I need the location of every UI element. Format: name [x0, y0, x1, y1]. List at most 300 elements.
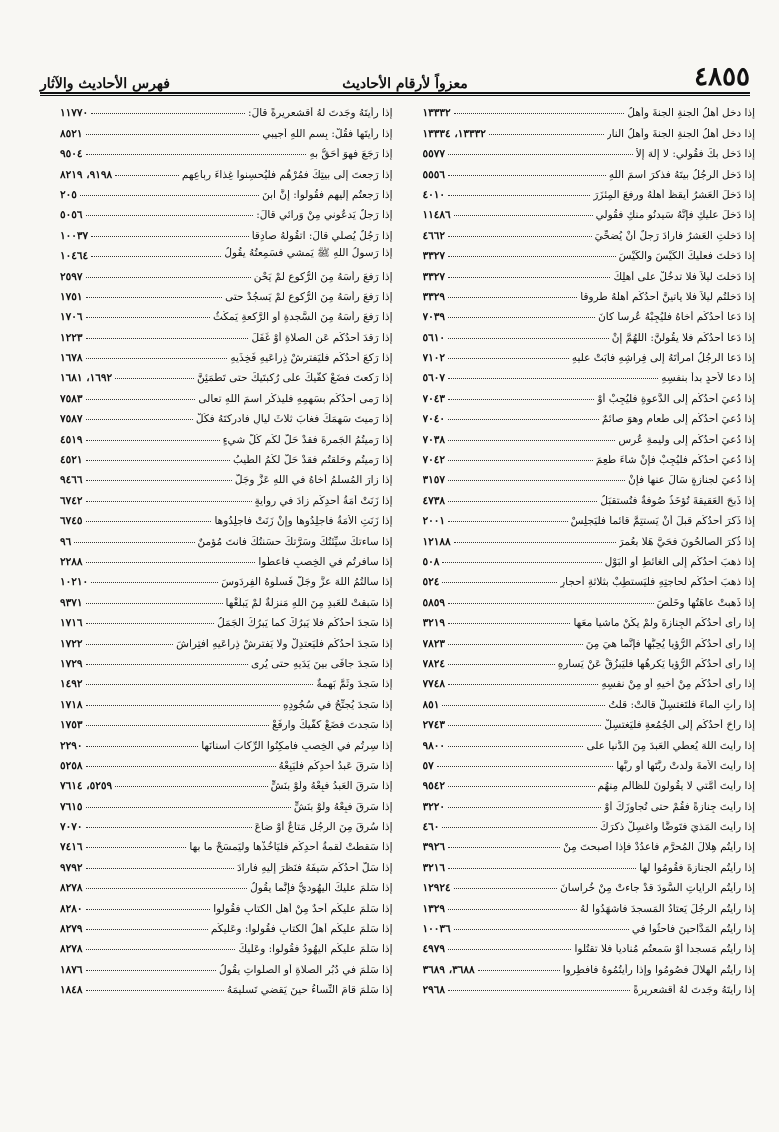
- entry-text: إذا سَلَّ أحدُكُم سَيفَهُ فنَظرَ إليهِ فأرادَ: [237, 861, 393, 874]
- book-index-title: فهرس الأحاديث والآثار: [40, 76, 170, 92]
- entry-text: إذا رَجلٌ يَدعُوني مِنْ وَرائي قالَ:: [256, 209, 393, 222]
- hadith-number: ٢٩٦٨: [422, 984, 446, 997]
- leader-dots: [448, 357, 569, 359]
- leader-dots: [448, 255, 616, 257]
- leader-dots: [115, 174, 179, 176]
- entry-text: إذا سَجدَ جافَى بينَ يَدَيهِ حتى يُرى: [251, 657, 393, 670]
- index-entry: [60, 303, 393, 323]
- index-entry: [423, 935, 756, 955]
- entry-text: إذا رَفعَ رأسَهُ مِنَ الرُّكوعِ لمْ يَسجُدْ حتى: [225, 290, 393, 303]
- entry-text: إذا زارَ المُسلمُ أخاهُ في اللهِ عَزَّ وجَلَّ: [234, 474, 393, 487]
- entry-text: إذا دَخل بكَ فقُولي: لا إلهَ إلاَّ: [635, 148, 755, 161]
- hadith-number: ٧٥٨٧: [60, 413, 83, 426]
- leader-dots: [86, 602, 223, 604]
- leader-dots: [86, 663, 248, 665]
- index-entry: [60, 976, 393, 996]
- index-entry: [60, 752, 393, 772]
- leader-dots: [448, 745, 583, 747]
- index-entry: [60, 527, 393, 547]
- index-entry: [423, 853, 756, 873]
- leader-dots: [442, 561, 601, 563]
- leader-dots: [86, 316, 210, 318]
- leader-dots: [448, 724, 601, 726]
- hadith-number: ٥٥٧٧: [422, 148, 446, 161]
- index-entry: [60, 283, 393, 303]
- leader-dots: [86, 867, 234, 869]
- leader-dots: [448, 785, 594, 787]
- index-entry: [60, 221, 393, 241]
- index-entry: [423, 650, 756, 670]
- index-entry: [423, 874, 756, 894]
- entry-text: إذا دَخلَ عليكِ فإنَّهُ سَيدنُو منكِ فقُولي: [595, 209, 755, 222]
- leader-dots: [442, 704, 605, 706]
- index-entry: [60, 242, 393, 262]
- index-entry: [423, 976, 756, 996]
- hadith-number: ١٧١٨: [60, 698, 83, 711]
- entry-text: إذا رأى أحدُكُم الرُّؤيا يَكرهُها فليَبزُقْ عَنْ يَسارِهِ: [557, 657, 755, 670]
- leader-dots: [448, 194, 590, 196]
- entry-text: إذا سَبقتْ للعَبدِ مِنَ اللهِ مَنزِلةٌ لمْ يَبلُغْها: [225, 596, 393, 609]
- entry-text: إذا سَلَّمَ قامَ النِّساءُ حينَ يَقضي تَسليمَهُ: [226, 984, 393, 997]
- hadith-number: ١٧٠٦: [60, 311, 83, 324]
- hadith-number: ٩٤٦٦: [60, 474, 83, 487]
- entry-text: إذا سَقطتْ لُقمةُ أحدِكُم فليَأخُذْها وليَمسَحْ ما بها: [189, 841, 393, 854]
- index-entry: [60, 568, 393, 588]
- index-entry: [423, 201, 756, 221]
- entry-text: إذا زَنَتْ أمَةُ أحدِكُم زادَ في روايةٍ: [254, 494, 393, 507]
- hadith-number: ٨٥٢١: [60, 127, 83, 140]
- leader-dots: [86, 908, 211, 910]
- leader-dots: [86, 765, 276, 767]
- entry-text: إذا سَلَّمَ عليكُم أهلُ الكتابِ فقُولوا: وعَليكُم: [210, 923, 393, 936]
- index-entry: [60, 384, 393, 404]
- index-entry: [60, 731, 393, 751]
- hadith-number: ١٨٧٦: [60, 963, 83, 976]
- entry-text: إذا رَكعَ أحدُكُم فليَفترِشْ ذِراعَيهِ فَخِذَيهِ: [230, 352, 393, 365]
- entry-text: إذا دعا لأحدٍ بدأَ بنفسِهِ: [661, 372, 755, 385]
- hadith-number: ٩٦: [60, 535, 72, 548]
- hadith-number: ٥٧: [422, 759, 434, 772]
- entry-text: إذا سَجدَ يُجنِّحُ في سُجُودِهِ: [282, 698, 393, 711]
- hadith-number: ٣٢١٩: [422, 617, 446, 630]
- entry-text: إذا رَميتُمُ الجَمرةَ فقدْ حَلَّ لكُم كُلُّ شيءٍ: [222, 433, 393, 446]
- entry-text: إذا رَميتُم وحَلقتُم فقدْ حَلَّ لكُمُ الطِّيبُ: [232, 454, 393, 467]
- index-entry: [423, 344, 756, 364]
- entry-text: إذا دَعا الرجُلُ امرأتَهُ إلى فِراشِهِ فأبَتْ عليهِ: [571, 352, 755, 365]
- index-entry: [60, 201, 393, 221]
- index-entry: [60, 874, 393, 894]
- entry-text: إذا دخل أهلُ الجنةِ الجنةَ وأهلُ: [627, 107, 755, 120]
- leader-dots: [454, 928, 629, 930]
- leader-dots: [80, 194, 259, 196]
- leader-dots: [86, 520, 212, 522]
- entry-text: إذا سَجدتَ فضَعْ كفَّيكَ وارفَعْ: [271, 719, 393, 732]
- leader-dots: [448, 398, 594, 400]
- leader-dots: [91, 112, 245, 114]
- index-entry: [60, 670, 393, 690]
- entry-text: إذا دُعيَ لجنازةٍ سَألَ عنها فإنْ: [628, 474, 755, 487]
- entry-text: إذا رَجُلٌ يُصلِّي قالَ: اتقُولُهُ صادِقاً: [251, 229, 393, 242]
- hadith-number: ١٦٧٨: [60, 352, 83, 365]
- entry-text: إذا رأيتَ جِنازةً فقُمْ حتى تُجاوِزَكَ أوْ: [604, 800, 755, 813]
- leader-dots: [91, 581, 218, 583]
- hadith-number: ١٧٥١: [60, 290, 83, 303]
- leader-dots: [448, 602, 654, 604]
- index-entry: [423, 690, 756, 710]
- leader-dots: [448, 622, 570, 624]
- entry-text: إذا سَلَّمَ عليكَ اليهُوديُّ فإنَّما يقُولُ: [250, 882, 393, 895]
- leader-dots: [448, 500, 597, 502]
- index-entry: [60, 507, 393, 527]
- leader-dots: [437, 765, 613, 767]
- index-entry: [423, 446, 756, 466]
- entry-text: إذا سَرقَ العَبدُ فبِعْهُ ولَوْ بنَشٍّ: [270, 780, 393, 793]
- index-entry: [423, 833, 756, 853]
- leader-dots: [115, 785, 267, 787]
- index-entry: [60, 99, 393, 119]
- entry-text: إذا دُعيَ أحدُكُم إلى الدَّعوةِ فليُجِبْ أوْ: [597, 392, 755, 405]
- entry-text: إذا رأيتَهُ وجَدتَ لهُ أقشعريرةً قالَ:: [248, 107, 393, 120]
- index-entry: [423, 609, 756, 629]
- leader-dots: [489, 133, 604, 135]
- leader-dots: [86, 214, 254, 216]
- hadith-number: ١٢٢٣: [60, 331, 83, 344]
- entry-text: إذا رأى أحدُكُم مِنْ أخيهِ أو مِنْ نفسِهِ: [601, 678, 755, 691]
- entry-text: إذا سَجدَ أحدُكُم فليَعتدِلْ ولا يَفترِشْ ذِراعَيهِ افتِراشَ: [176, 637, 393, 650]
- hadith-number: ٣٣٢٩: [422, 290, 446, 303]
- hadith-number: ٥٠٥٦: [60, 209, 83, 222]
- index-entry: [60, 344, 393, 364]
- entry-text: إذا ذهبَ أحدُكُم إلى الغائطِ أو البَوْلِ: [604, 555, 755, 568]
- leader-dots: [448, 520, 568, 522]
- index-entry: [423, 181, 756, 201]
- entry-text: إذا رأيتَ اللهَ يُعطي العَبدَ مِنَ الدُّنيا على: [586, 739, 755, 752]
- index-entry: [423, 160, 756, 180]
- index-entry: [423, 915, 756, 935]
- entry-text: إذا راحَ أحدُكُم إلى الجُمُعةِ فليَغتسِلْ: [604, 719, 755, 732]
- entry-text: إذا رأيتُم الهِلالَ فصُومُوا وإذا رأيتُمُوهُ فأفطِروا: [562, 963, 755, 976]
- index-entry: [60, 853, 393, 873]
- hadith-number: ٩٣٧١: [60, 596, 83, 609]
- index-entry: [60, 894, 393, 914]
- index-entry: [60, 955, 393, 975]
- leader-dots: [86, 459, 230, 461]
- entry-text: إذا رَجعتُم إليهِم فقُولوا: إنَّ ابنَ: [262, 188, 393, 201]
- left-column: [60, 99, 393, 1089]
- entry-text: إذا رأيتَ المَذيَ فتَوضَّأْ واغسِلْ ذكرَكَ: [600, 821, 755, 834]
- leader-dots: [86, 683, 314, 685]
- leader-dots: [454, 112, 625, 114]
- entry-text: إذا رأيتُم الجنازةَ فقُومُوا لها: [639, 861, 755, 874]
- leader-dots: [86, 153, 307, 155]
- hadith-number: ٣١٥٧: [422, 474, 446, 487]
- entry-text: إذا رأيتَ الأمةَ ولَدتْ ربَّتَها أو ربَّها: [616, 759, 755, 772]
- leader-dots: [448, 153, 633, 155]
- index-entry: [60, 588, 393, 608]
- entry-text: إذا رأيتُم الراياتِ السُّودَ قدْ جاءتْ مِنْ خُراسانَ: [560, 882, 755, 895]
- hadith-number: ٩٧٩٢: [60, 861, 83, 874]
- entry-text: إذا رأيتَهُ وجَدتَ لهُ أقشعريرةً: [633, 984, 755, 997]
- entry-text: إذا رأيتُم المَدَّاحينَ فاحثُوا في: [631, 923, 755, 936]
- entry-text: إذا سِرتُم في الخِصبِ فأمكِنُوا الرِّكابَ أسنانَها: [201, 739, 393, 752]
- index-entry: [423, 813, 756, 833]
- index-entry: [423, 752, 756, 772]
- entry-text: إذا ذَهبتْ عاهَتُها وخَلَصَ: [656, 596, 755, 609]
- leader-dots: [448, 989, 630, 991]
- hadith-number: ١٠٠٣٦: [422, 923, 451, 936]
- leader-dots: [448, 479, 625, 481]
- header-rule: [40, 92, 750, 94]
- hadith-number: ٤٦٦٢: [422, 229, 446, 242]
- leader-dots: [442, 826, 597, 828]
- index-entry: [60, 364, 393, 384]
- index-entry: [423, 731, 756, 751]
- index-entry: [423, 405, 756, 425]
- leader-dots: [448, 276, 610, 278]
- leader-dots: [448, 806, 601, 808]
- index-entry: [60, 425, 393, 445]
- index-entry: [60, 813, 393, 833]
- leader-dots: [448, 643, 583, 645]
- hadith-number: ٩٥٤٢: [422, 780, 446, 793]
- leader-dots: [454, 214, 593, 216]
- entry-text: إذا رأيتُم الرجُلَ يَعتادُ المَسجدَ فاشهَدُوا لهُ: [579, 902, 755, 915]
- hadith-number: ٧٨٢٣: [422, 637, 446, 650]
- index-entry: [423, 955, 756, 975]
- index-entry: [60, 915, 393, 935]
- entry-text: إذا رأيتَ أُمَّتي لا يقُولونَ للظالمِ مِنهُم: [597, 780, 755, 793]
- index-entry: [60, 833, 393, 853]
- hadith-number: ٥٨٥٩: [422, 596, 446, 609]
- section-title: معزواً لأرقام الأحاديث: [342, 76, 468, 92]
- leader-dots: [448, 948, 571, 950]
- entry-text: إذا سُرقَ مِنَ الرجُلِ مَتاعٌ أوْ ضاعَ: [254, 821, 393, 834]
- hadith-number: ٦٧٤٢: [60, 494, 83, 507]
- leader-dots: [86, 826, 252, 828]
- leader-dots: [478, 969, 560, 971]
- hadith-number: ١٧٢٩: [60, 657, 83, 670]
- hadith-number: ٧٥٨٣: [60, 392, 83, 405]
- entry-text: إذا دَخلَ العَشرُ أيقظَ أهلَهُ ورفعَ المِئزَرَ: [593, 188, 755, 201]
- entry-text: إذا رَقدَ أحدُكُم عَنِ الصلاةِ أوْ غَفَلَ: [251, 331, 393, 344]
- index-entry: [423, 99, 756, 119]
- leader-dots: [91, 235, 249, 237]
- index-entry: [423, 221, 756, 241]
- index-entry: [60, 262, 393, 282]
- hadith-number: ٣٢٢٠: [422, 800, 446, 813]
- leader-dots: [448, 908, 577, 910]
- hadith-number: ١٢١٨٨: [422, 535, 451, 548]
- leader-dots: [74, 541, 194, 543]
- leader-dots: [86, 133, 260, 135]
- hadith-number: ٤٦٠: [422, 821, 440, 834]
- entry-text: إذا سَجدَ أحدُكُم فلا يَبرُكْ كما يَبرُكُ الجَمَلُ: [217, 617, 393, 630]
- index-entry: [423, 527, 756, 547]
- index-columns: [60, 99, 755, 1089]
- entry-text: إذا زَنَتِ الأمَةُ فاجلِدُوها وإنْ زَنَتْ فاجلِدُوها: [214, 515, 393, 528]
- entry-text: إذا سَجدَ وثَمَّ بَهمةٌ: [316, 678, 393, 691]
- leader-dots: [454, 541, 616, 543]
- hadith-number: ٤٩٧٩: [422, 943, 446, 956]
- leader-dots: [115, 377, 194, 379]
- entry-text: إذا سَلَّمَ عليكُم أحدٌ مِنْ أهلِ الكتابِ فقُولوا: [213, 902, 393, 915]
- leader-dots: [448, 235, 592, 237]
- entry-text: إذا دُعيَ أحدُكُم إلى وليمةِ عُرسٍ: [618, 433, 755, 446]
- index-entry: [423, 364, 756, 384]
- hadith-number: ١٨٤٨: [60, 984, 83, 997]
- leader-dots: [448, 459, 593, 461]
- index-entry: [60, 650, 393, 670]
- hadith-number: ١١٧٧٠: [60, 107, 89, 120]
- index-entry: [60, 486, 393, 506]
- index-entry: [423, 283, 756, 303]
- hadith-number: ٧٠٤٣: [422, 392, 446, 405]
- leader-dots: [86, 296, 223, 298]
- leader-dots: [86, 337, 249, 339]
- leader-dots: [86, 418, 193, 420]
- hadith-number: ٣٣٢٧: [422, 270, 446, 283]
- index-entry: [423, 303, 756, 323]
- entry-text: إذا دخل أهلُ الجنةِ الجنةَ وأهلُ النار: [606, 127, 755, 140]
- leader-dots: [86, 948, 236, 950]
- hadith-number: ٨٢٨٠: [60, 902, 83, 915]
- index-entry: [423, 894, 756, 914]
- entry-text: إذا رَفعَ رأسَهُ مِنَ السَّجدةِ أو الرَّكعةِ يَمكُثُ: [212, 311, 393, 324]
- page-number: ٤٨٥٥: [694, 62, 750, 92]
- hadith-number: ٢٥٩٧: [60, 270, 83, 283]
- entry-text: إذا رأى أحدُكُم الجِنازةَ ولمْ يكُنْ ماشياً معَها: [573, 617, 755, 630]
- entry-text: إذا دَعا أحدُكُم أخاهُ فليُجِبْهُ عُرساً كانَ: [598, 311, 755, 324]
- entry-text: إذا دَخل الرجُلُ بيتَهُ فذكرَ اسمَ اللهِ: [608, 168, 755, 181]
- hadith-number: ١٠٢١٠: [60, 576, 89, 589]
- index-entry: [60, 935, 393, 955]
- entry-text: إذا ذُكرَ الصالحُونَ فحَيَّ هَلا بعُمرَ: [618, 535, 755, 548]
- leader-dots: [86, 724, 269, 726]
- hadith-number: ٥٢٤: [422, 576, 440, 589]
- leader-dots: [448, 418, 599, 420]
- hadith-number: ٣٣٢٧: [422, 250, 446, 263]
- entry-text: إذا ذَبحَ العَقيقةَ تُؤخَذُ صُوفةٌ فتُستقبَلُ: [600, 494, 755, 507]
- hadith-number: ٥٥٥٦: [422, 168, 446, 181]
- leader-dots: [448, 377, 658, 379]
- index-entry: [423, 140, 756, 160]
- hadith-number: ٨٢٧٩: [60, 923, 83, 936]
- page-header: [40, 58, 750, 92]
- index-entry: [60, 792, 393, 812]
- index-entry: [423, 629, 756, 649]
- hadith-number: ٧٧٤٨: [422, 678, 446, 691]
- leader-dots: [86, 622, 215, 624]
- leader-dots: [454, 887, 557, 889]
- index-entry: [60, 405, 393, 425]
- entry-text: إذا رأى أحدُكُم الرُّؤيا يُحِبُّها فإنَّما هيَ مِنَ: [585, 637, 755, 650]
- hadith-number: ٣٢١٦: [422, 861, 446, 874]
- index-entry: [423, 588, 756, 608]
- index-entry: [60, 772, 393, 792]
- index-entry: [423, 772, 756, 792]
- index-entry: [423, 384, 756, 404]
- hadith-number: ٨٢٧٨: [60, 882, 83, 895]
- hadith-number: ٩٥٠٤: [60, 148, 83, 161]
- hadith-number: ٢٢٨٨: [60, 555, 83, 568]
- index-entry: [60, 181, 393, 201]
- hadith-number: ٥٦٠٧: [422, 372, 446, 385]
- leader-dots: [448, 663, 555, 665]
- hadith-number: ١٧٢٢: [60, 637, 83, 650]
- hadith-number: ٩١٩٨، ٨٢١٩: [60, 168, 113, 181]
- leader-dots: [448, 174, 606, 176]
- leader-dots: [86, 439, 220, 441]
- hadith-number: ٩٨٠٠: [422, 739, 446, 752]
- index-entry: [60, 548, 393, 568]
- entry-text: إذا ساءتكَ سيِّئتُكَ وسَرَّتكَ حسَنتُكَ فأنتَ مُؤمنٌ: [197, 535, 393, 548]
- index-entry: [423, 466, 756, 486]
- leader-dots: [86, 989, 224, 991]
- entry-text: إذا دُعيَ أحدُكُم فليُجِبْ فإنْ شاءَ طَعِمَ: [595, 454, 755, 467]
- hadith-number: ٥٠٨: [422, 555, 440, 568]
- hadith-number: ١٣٢٩: [422, 902, 446, 915]
- leader-dots: [448, 846, 560, 848]
- entry-text: إذا دَخلْتَ فعلَيكَ الكَيْسَ والكَيْسَ: [618, 250, 755, 263]
- right-column: [423, 99, 756, 1089]
- hadith-number: ١٦٩٢، ١٦٨١: [60, 372, 113, 385]
- entry-text: إذا سَرقَ فبِعْهُ ولَوْ بنَشٍّ: [293, 800, 393, 813]
- leader-dots: [86, 398, 196, 400]
- leader-dots: [448, 683, 598, 685]
- entry-text: إذا سَلَّمَ في دُبُرِ الصلاةِ أو الصلَواتِ يقُولُ: [219, 963, 393, 976]
- hadith-number: ٧١٠٢: [422, 352, 446, 365]
- index-entry: [423, 548, 756, 568]
- leader-dots: [86, 276, 251, 278]
- leader-dots: [448, 337, 609, 339]
- hadith-number: ٨٢٧٨: [60, 943, 83, 956]
- entry-text: إذا رَفعَ رأسَهُ مِنَ الرُّكوعِ لمْ يَحْنِ: [253, 270, 393, 283]
- leader-dots: [448, 316, 595, 318]
- entry-text: إذا رأيتُم مَسجداً أوْ سَمعتُم مُنادياً فلا تقتُلوا: [574, 943, 755, 956]
- index-entry: [423, 486, 756, 506]
- leader-dots: [86, 479, 232, 481]
- index-entry: [60, 711, 393, 731]
- entry-text: إذا رأيتُم هِلالَ المُحرَّمِ فاعدُدْ فإذا أصبحتَ مِنْ: [563, 841, 755, 854]
- hadith-number: ٢٠٥: [60, 188, 77, 201]
- index-entry: [423, 119, 756, 139]
- entry-text: إذا رَجعتَ إلى بيتِكَ فمُرْهُم فليُحسِنوا غِذاءَ رِباعِهِم: [181, 168, 393, 181]
- entry-text: إذا رَجَعَ فهوَ أحَقُّ بهِ: [309, 148, 393, 161]
- entry-text: إذا سألتُمُ اللهَ عزَّ وجَلَّ فَسلُوهُ الفِردَوسَ: [221, 576, 393, 589]
- entry-text: إذا دَخلتِ العَشرُ فأرادَ رَجلٌ أنْ يُضحِّيَ: [594, 229, 755, 242]
- index-entry: [60, 160, 393, 180]
- leader-dots: [448, 296, 577, 298]
- index-entry: [423, 568, 756, 588]
- hadith-number: ٧٠٧٠: [60, 821, 83, 834]
- hadith-number: ١١٤٨٦: [422, 209, 451, 222]
- leader-dots: [86, 969, 216, 971]
- entry-text: إذا رَميتَ سَهمَكَ فغابَ ثلاثَ ليالٍ فأدركتَهُ فكُلْ: [195, 413, 393, 426]
- entry-text: إذا رأيتَها فقُلْ: بِسمِ اللهِ أُجيبي: [262, 127, 393, 140]
- leader-dots: [86, 887, 248, 889]
- hadith-number: ٤٥٢١: [60, 454, 83, 467]
- leader-dots: [448, 439, 615, 441]
- index-entry: [423, 507, 756, 527]
- hadith-number: ٧٨٢٤: [422, 657, 446, 670]
- index-entry: [60, 446, 393, 466]
- hadith-number: ١٤٩٢: [60, 678, 83, 691]
- leader-dots: [86, 846, 187, 848]
- hadith-number: ٣٩٢٦: [422, 841, 446, 854]
- hadith-number: ٥٢٥٩، ٧٦١٤: [60, 780, 113, 793]
- index-entry: [423, 425, 756, 445]
- entry-text: إذا دُعيَ أحدُكُم إلى طَعامٍ وهوَ صائمٌ: [601, 413, 755, 426]
